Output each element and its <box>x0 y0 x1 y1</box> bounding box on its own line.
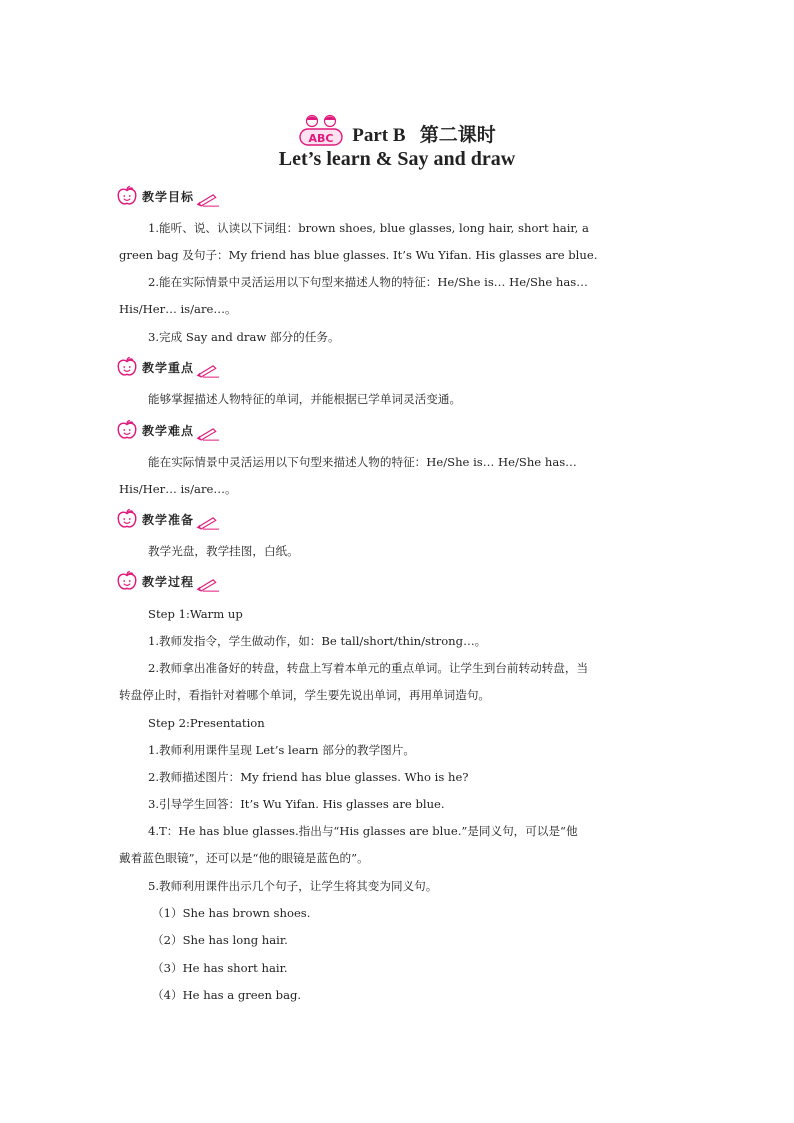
title-row <box>0 114 794 152</box>
apple-icon <box>116 508 138 530</box>
difficulty-line: 能在实际情景中灵活运用以下句型来描述人物的特征：He/She is… He/She has… <box>148 455 577 469</box>
difficulty-line: His/Her… is/are…。 <box>119 482 237 496</box>
pen-icon <box>196 193 220 207</box>
process-line: Step 1:Warm up <box>148 607 243 621</box>
apple-icon <box>116 419 138 441</box>
process-line: 1.教师发指令，学生做动作，如：Be tall/short/thin/strong…。 <box>148 634 487 648</box>
logo-letters: ABC <box>308 132 334 145</box>
section-header-key-points <box>116 353 220 381</box>
section-header-process <box>116 567 220 595</box>
section-title: 教学目标 <box>142 189 195 204</box>
lesson-subtitle: Let’s learn & Say and draw <box>278 148 516 170</box>
key-point-line: 能够掌握描述人物特征的单词，并能根据已学单词灵活变通。 <box>148 392 462 406</box>
abc-kids-logo-icon <box>298 114 344 152</box>
process-line: 2.教师描述图片：My friend has blue glasses. Who is he? <box>148 770 469 784</box>
pen-icon <box>196 364 220 378</box>
process-line: 戴着蓝色眼镜”，还可以是“他的眼镜是蓝色的”。 <box>119 851 369 865</box>
section-header-objectives <box>116 182 220 210</box>
process-line: 5.教师利用课件出示几个句子，让学生将其变为同义句。 <box>148 879 438 893</box>
process-line: （4）He has a green bag. <box>152 988 302 1002</box>
process-line: （3）He has short hair. <box>152 961 288 975</box>
process-line: 3.引导学生回答：It’s Wu Yifan. His glasses are blue. <box>148 797 445 811</box>
section-title: 教学过程 <box>142 574 195 589</box>
part-title: Part B 第二课时 <box>352 124 496 146</box>
process-line: （1）She has brown shoes. <box>152 906 311 920</box>
objective-line: 3.完成 Say and draw 部分的任务。 <box>148 330 340 344</box>
process-line: Step 2:Presentation <box>148 716 265 730</box>
section-title: 教学准备 <box>142 512 195 527</box>
pen-icon <box>196 427 220 441</box>
apple-icon <box>116 356 138 378</box>
objective-line: His/Her… is/are…。 <box>119 302 237 316</box>
preparation-line: 教学光盘，教学挂图，白纸。 <box>148 544 299 558</box>
section-header-difficulties <box>116 416 220 444</box>
objective-line: 1.能听、说、认读以下词组：brown shoes, blue glasses, long hair, short hair, a <box>148 221 589 235</box>
process-line: 2.教师拿出准备好的转盘，转盘上写着本单元的重点单词。让学生到台前转动转盘，当 <box>148 661 589 675</box>
section-title: 教学重点 <box>142 360 195 375</box>
pen-icon <box>196 516 220 530</box>
apple-icon <box>116 185 138 207</box>
objective-line: green bag 及句子：My friend has blue glasses. It’s Wu Yifan. His glasses are blue. <box>119 248 598 262</box>
apple-icon <box>116 570 138 592</box>
objective-line: 2.能在实际情景中灵活运用以下句型来描述人物的特征：He/She is… He/She has… <box>148 275 588 289</box>
pen-icon <box>196 578 220 592</box>
section-header-preparation <box>116 505 220 533</box>
process-line: 4.T：He has blue glasses.指出与“His glasses are blue.”是同义句，可以是“他 <box>148 824 578 838</box>
process-line: 转盘停止时，看指针对着哪个单词，学生要先说出单词，再用单词造句。 <box>119 688 491 702</box>
process-line: 1.教师利用课件呈现 Let’s learn 部分的教学图片。 <box>148 743 415 757</box>
process-line: （2）She has long hair. <box>152 933 288 947</box>
section-title: 教学难点 <box>142 423 195 438</box>
